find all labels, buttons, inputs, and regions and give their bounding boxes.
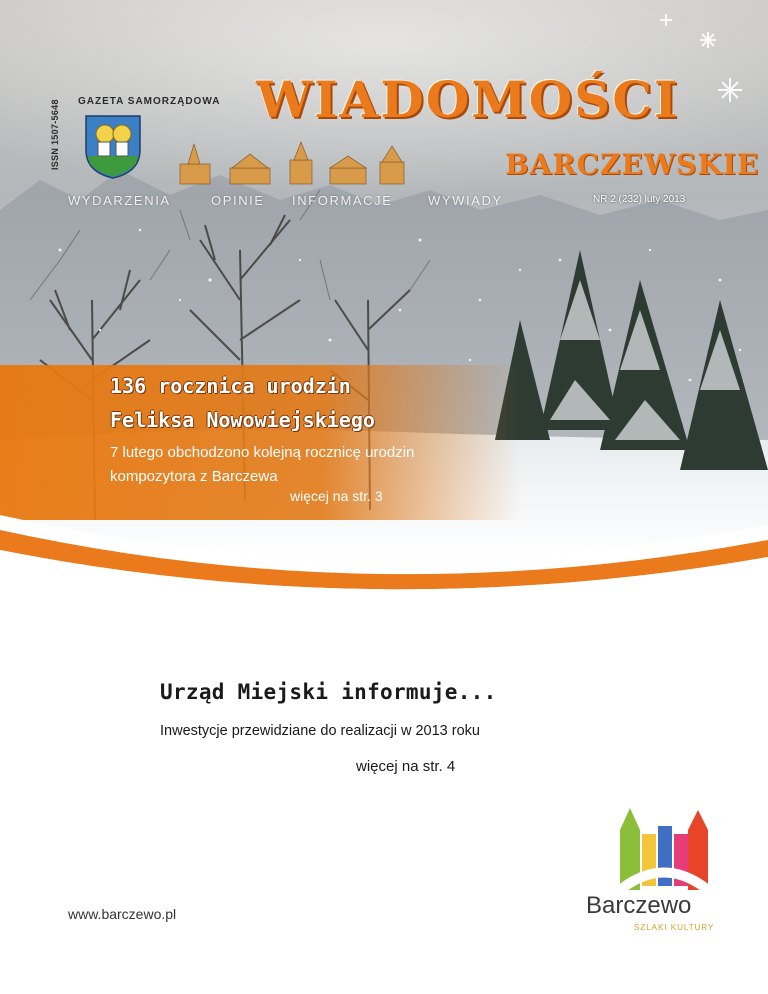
feature-headline-line1: 136 rocznica urodzin bbox=[110, 374, 351, 398]
issn-label: ISSN 1507-5648 bbox=[50, 99, 60, 170]
info-more-link[interactable]: więcej na str. 4 bbox=[356, 758, 456, 775]
feature-subtitle-line2: kompozytora z Barczewa bbox=[110, 468, 278, 485]
logo-tagline: SZLAKI KULTURY bbox=[634, 923, 715, 932]
masthead-subtitle: BARCZEWSKIE bbox=[505, 148, 760, 181]
info-title: Urząd Miejski informuje... bbox=[160, 680, 497, 704]
issue-number: NR 2 (232) luty 2013 bbox=[593, 194, 686, 205]
nav-wydarzenia: WYDARZENIA bbox=[68, 193, 171, 208]
website-url[interactable]: www.barczewo.pl bbox=[68, 906, 177, 922]
feature-subtitle-line1: 7 lutego obchodzono kolejną rocznicę urodzin bbox=[110, 444, 415, 461]
nav-wywiady: WYWIADY bbox=[428, 193, 503, 208]
town-skyline-illustration bbox=[170, 140, 430, 188]
orange-swoosh-divider bbox=[0, 505, 768, 595]
feature-headline-line2: Feliksa Nowowiejskiego bbox=[110, 408, 375, 432]
barczewo-logo-icon bbox=[600, 800, 725, 900]
gazeta-label: GAZETA SAMORZĄDOWA bbox=[78, 96, 221, 107]
nav-informacje: INFORMACJE bbox=[292, 193, 393, 208]
logo-name: Barczewo bbox=[586, 892, 692, 919]
nav-opinie: OPINIE bbox=[211, 193, 265, 208]
info-subtitle: Inwestycje przewidziane do realizacji w 2013 roku bbox=[160, 723, 480, 739]
coat-of-arms-icon bbox=[78, 112, 148, 180]
feature-more-link[interactable]: więcej na str. 3 bbox=[290, 488, 383, 504]
masthead-title: WIADOMOŚCI bbox=[256, 70, 680, 129]
